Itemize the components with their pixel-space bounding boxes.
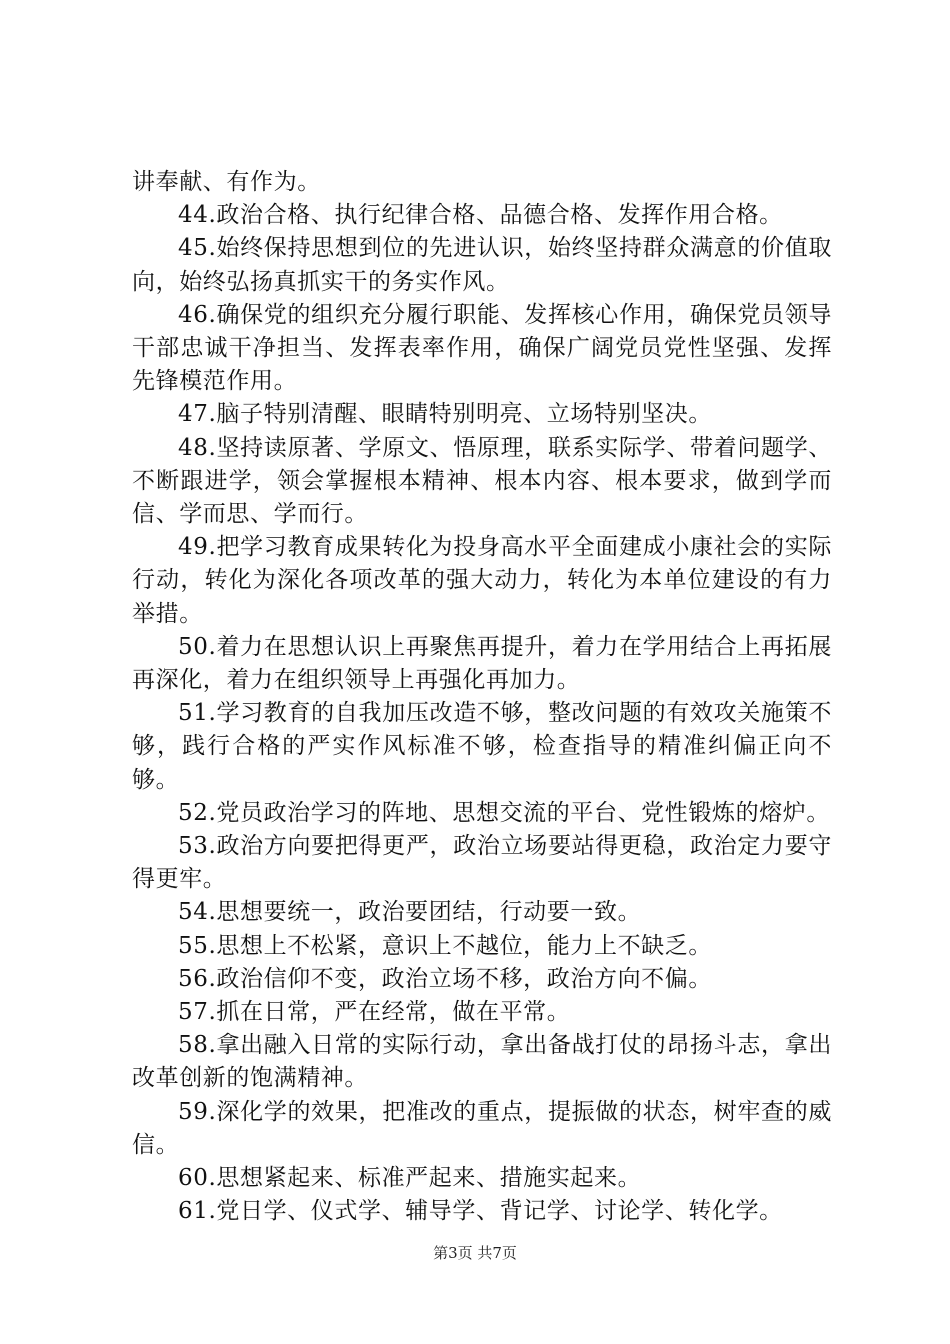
paragraph-44: 44.政治合格、执行纪律合格、品德合格、发挥作用合格。 [178, 202, 783, 229]
paragraph-56: 56.政治信仰不变，政治立场不移，政治方向不偏。 [178, 965, 712, 992]
document-body [132, 166, 832, 1229]
paragraph-59: 59.深化学的效果，把准改的重点，提振做的状态，树牢查的威信。 [132, 1098, 832, 1158]
paragraph-55: 55.思想上不松紧，意识上不越位，能力上不缺乏。 [178, 932, 712, 959]
paragraph-51: 51.学习教育的自我加压改造不够，整改问题的有效攻关施策不够，践行合格的严实作风标准不够，检查指导的精准纠偏正向不够。 [132, 700, 832, 793]
paragraph-48: 48.坚持读原著、学原文、悟原理，联系实际学、带着问题学、不断跟进学，领会掌握根本精神、根本内容、根本要求，做到学而信、学而思、学而行。 [132, 434, 832, 528]
page-footer: 第3页 共7页 [433, 1244, 517, 1262]
paragraph-49: 49.把学习教育成果转化为投身高水平全面建成小康社会的实际行动，转化为深化各项改革的强大动力，转化为本单位建设的有力举措。 [132, 534, 832, 627]
paragraph-continuation: 讲奉献、有作为。 [132, 169, 321, 195]
paragraph-46: 46.确保党的组织充分履行职能、发挥核心作用，确保党员领导干部忠诚干净担当、发挥表率作用，确保广阔党员党性坚强、发挥先锋模范作用。 [132, 301, 832, 395]
paragraph-45: 45.始终保持思想到位的先进认识，始终坚持群众满意的价值取向，始终弘扬真抓实干的务实作风。 [132, 235, 832, 295]
paragraph-57: 57.抓在日常，严在经常，做在平常。 [178, 999, 571, 1026]
paragraph-52: 52.党员政治学习的阵地、思想交流的平台、党性锻炼的熔炉。 [178, 799, 830, 826]
paragraph-53: 53.政治方向要把得更严，政治立场要站得更稳，政治定力要守得更牢。 [132, 833, 832, 893]
paragraph-61: 61.党日学、仪式学、辅导学、背记学、讨论学、转化学。 [178, 1198, 783, 1225]
paragraph-50: 50.着力在思想认识上再聚焦再提升，着力在学用结合上再拓展再深化，着力在组织领导上再强化再加力。 [132, 633, 832, 694]
paragraph-47: 47.脑子特别清醒、眼睛特别明亮、立场特别坚决。 [178, 401, 712, 428]
paragraph-54: 54.思想要统一，政治要团结，行动要一致。 [178, 899, 642, 926]
paragraph-58: 58.拿出融入日常的实际行动，拿出备战打仗的昂扬斗志，拿出改革创新的饱满精神。 [132, 1032, 832, 1092]
paragraph-60: 60.思想紧起来、标准严起来、措施实起来。 [178, 1165, 642, 1192]
